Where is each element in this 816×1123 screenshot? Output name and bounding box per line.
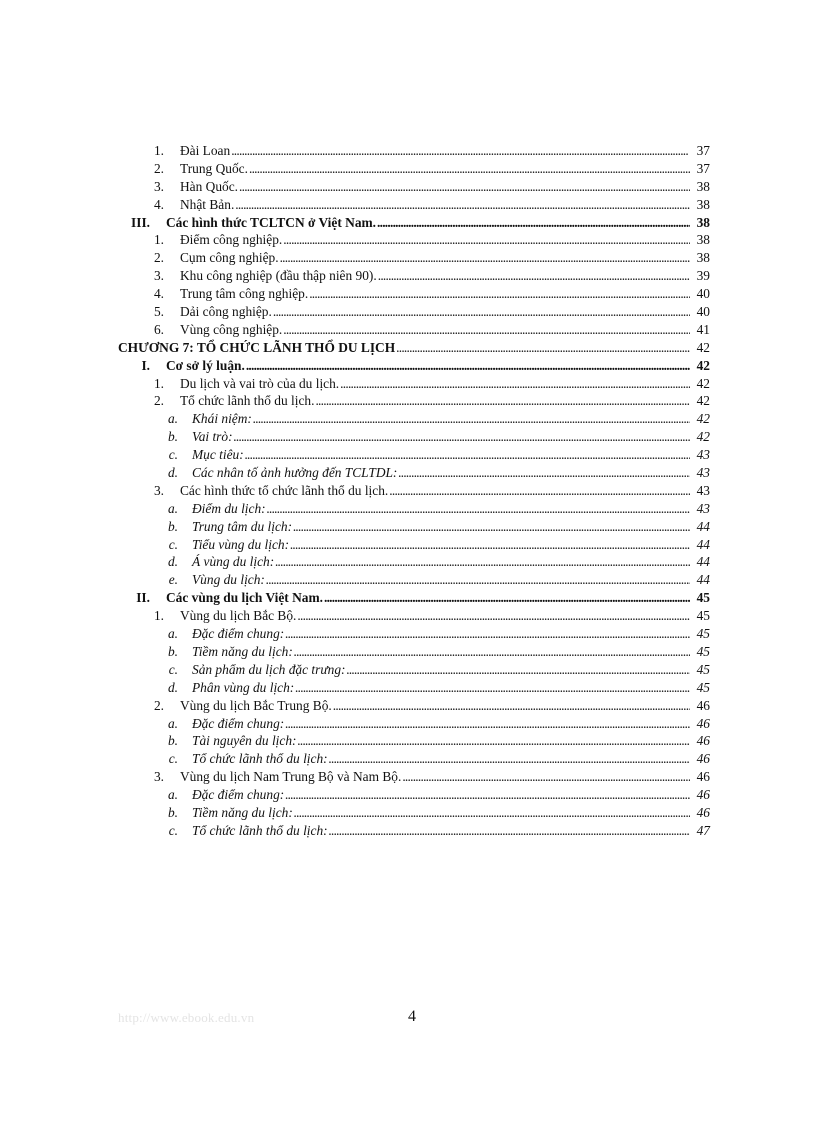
toc-entry-page: 42 <box>696 357 710 373</box>
toc-dot-leader <box>309 285 690 303</box>
toc-entry[interactable] <box>118 571 710 589</box>
toc-entry-title: Nhật Bản. <box>180 196 235 212</box>
toc-entry-page: 46 <box>696 804 710 820</box>
toc-entry-page: 43 <box>696 465 710 481</box>
toc-dot-leader <box>273 303 690 321</box>
toc-entry-number: a. <box>167 787 178 803</box>
toc-entry-page: 42 <box>696 393 710 409</box>
toc-dot-leader <box>239 178 690 196</box>
toc-entry-number: 1. <box>153 232 164 248</box>
toc-entry[interactable] <box>118 536 710 554</box>
toc-entry-title: Trung tâm công nghiệp. <box>180 286 309 302</box>
toc-entry-title: Các vùng du lịch Việt Nam. <box>166 590 323 606</box>
toc-entry-number: I. <box>141 357 150 373</box>
toc-entry[interactable] <box>118 786 710 804</box>
toc-entry-title: Trung Quốc. <box>180 160 248 176</box>
toc-dot-leader <box>275 553 690 571</box>
toc-entry-title: Các nhân tố ảnh hưởng đến TCLTDL: <box>192 465 398 481</box>
toc-entry-title: Cơ sở lý luận. <box>166 357 245 373</box>
toc-entry-page: 38 <box>696 196 710 212</box>
toc-entry-number: 2. <box>153 393 164 409</box>
toc-entry-title: Khái niệm: <box>192 411 252 427</box>
toc-entry[interactable] <box>118 697 710 715</box>
toc-dot-leader <box>340 375 690 393</box>
toc-entry-page: 45 <box>696 608 710 624</box>
toc-dot-leader <box>329 750 690 768</box>
toc-entry[interactable] <box>118 500 710 518</box>
toc-entry[interactable] <box>118 339 710 357</box>
toc-entry-number: c. <box>168 751 178 767</box>
toc-entry-title: Đài Loan <box>180 143 231 158</box>
toc-entry-page: 46 <box>696 733 710 749</box>
toc-entry-page: 43 <box>696 482 710 498</box>
toc-entry[interactable] <box>118 196 710 214</box>
toc-entry-page: 45 <box>696 661 710 677</box>
toc-dot-leader <box>285 625 690 643</box>
toc-entry[interactable] <box>118 768 710 786</box>
toc-entry-number: 3. <box>153 268 164 284</box>
toc-dot-leader <box>231 142 690 160</box>
toc-entry-title: Tiềm năng du lịch: <box>192 643 293 659</box>
toc-entry-number: d. <box>167 554 178 570</box>
toc-entry[interactable] <box>118 410 710 428</box>
toc-entry-page: 40 <box>696 304 710 320</box>
toc-entry-title: CHƯƠNG 7: TỔ CHỨC LÃNH THỔ DU LỊCH <box>118 339 396 355</box>
toc-entry-number: 2. <box>153 160 164 176</box>
toc-entry-page: 42 <box>696 411 710 427</box>
toc-entry-page: 42 <box>696 429 710 445</box>
toc-entry-number: b. <box>167 518 178 534</box>
toc-entry-title: Đặc điểm chung: <box>192 715 285 731</box>
toc-dot-leader <box>329 822 690 840</box>
toc-entry-number: 3. <box>153 482 164 498</box>
toc-entry-number: a. <box>167 411 178 427</box>
toc-entry[interactable] <box>118 267 710 285</box>
toc-dot-leader <box>398 464 690 482</box>
toc-entry-number: 3. <box>153 178 164 194</box>
toc-dot-leader <box>280 249 690 267</box>
toc-dot-leader <box>333 697 690 715</box>
toc-entry-title: Á vùng du lịch: <box>192 554 275 570</box>
toc-dot-leader <box>346 661 690 679</box>
toc-dot-leader <box>402 768 690 786</box>
toc-dot-leader <box>235 196 690 214</box>
toc-entry-title: Tài nguyên du lịch: <box>192 733 297 749</box>
toc-entry-title: Điểm du lịch: <box>192 500 266 516</box>
toc-entry[interactable] <box>118 715 710 733</box>
toc-entry-number: a. <box>167 500 178 516</box>
toc-dot-leader <box>285 786 690 804</box>
toc-entry-page: 42 <box>696 339 710 355</box>
toc-dot-leader <box>295 679 690 697</box>
toc-entry-number: a. <box>167 715 178 731</box>
toc-entry-page: 44 <box>696 518 710 534</box>
toc-entry-page: 38 <box>696 214 710 230</box>
toc-dot-leader <box>283 321 690 339</box>
toc-entry-title: Tiểu vùng du lịch: <box>192 536 290 552</box>
toc-entry[interactable] <box>118 518 710 536</box>
toc-entry[interactable] <box>118 661 710 679</box>
toc-entry-number: b. <box>167 643 178 659</box>
toc-entry-number: d. <box>167 679 178 695</box>
toc-entry[interactable] <box>118 178 710 196</box>
toc-entry-page: 44 <box>696 536 710 552</box>
toc-entry-title: Vai trò: <box>192 429 233 445</box>
toc-entry-number: b. <box>167 804 178 820</box>
toc-entry-number: 2. <box>153 697 164 713</box>
toc-entry-title: Khu công nghiệp (đầu thập niên 90). <box>180 268 377 284</box>
toc-entry-number: 3. <box>153 769 164 785</box>
toc-dot-leader <box>285 715 690 733</box>
toc-entry[interactable] <box>118 285 710 303</box>
toc-dot-leader <box>378 267 690 285</box>
toc-entry-number: III. <box>131 214 150 230</box>
toc-dot-leader <box>246 357 690 375</box>
toc-entry[interactable] <box>118 375 710 393</box>
toc-entry[interactable] <box>118 321 710 339</box>
toc-entry-title: Vùng du lịch: <box>192 572 265 588</box>
toc-dot-leader <box>290 536 690 554</box>
toc-entry-number: c. <box>168 447 178 463</box>
toc-entry-title: Sản phẩm du lịch đặc trưng: <box>192 661 346 677</box>
toc-entry-number: 6. <box>153 321 164 337</box>
toc-entry[interactable] <box>118 607 710 625</box>
toc-dot-leader <box>267 500 690 518</box>
toc-entry[interactable] <box>118 303 710 321</box>
toc-entry-title: Tổ chức lãnh thổ du lịch: <box>192 822 328 838</box>
toc-entry[interactable] <box>118 822 710 840</box>
toc-dot-leader <box>297 607 690 625</box>
toc-entry-page: 46 <box>696 751 710 767</box>
toc-entry-page: 37 <box>696 143 710 158</box>
toc-entry-page: 38 <box>696 232 710 248</box>
toc-entry[interactable] <box>118 732 710 750</box>
toc-dot-leader <box>396 339 690 357</box>
toc-entry-number: e. <box>168 572 178 588</box>
toc-entry-page: 46 <box>696 787 710 803</box>
toc-entry-page: 46 <box>696 769 710 785</box>
toc-entry-number: a. <box>167 626 178 642</box>
toc-entry[interactable] <box>118 804 710 822</box>
toc-entry-page: 44 <box>696 554 710 570</box>
toc-entry[interactable] <box>118 142 710 160</box>
toc-entry-page: 38 <box>696 178 710 194</box>
page-number: 4 <box>408 1008 416 1025</box>
toc-entry-number: 4. <box>153 196 164 212</box>
toc-entry-page: 45 <box>696 626 710 642</box>
toc-entry-number: c. <box>168 536 178 552</box>
toc-entry-number: 1. <box>153 375 164 391</box>
toc-entry-number: 5. <box>153 304 164 320</box>
toc-entry[interactable] <box>118 589 710 607</box>
toc-entry-title: Hàn Quốc. <box>180 178 239 194</box>
toc-entry-title: Vùng du lịch Nam Trung Bộ và Nam Bộ. <box>180 769 402 785</box>
toc-entry-title: Đặc điểm chung: <box>192 626 285 642</box>
toc-dot-leader <box>234 428 690 446</box>
toc-entry-title: Cụm công nghiệp. <box>180 250 279 266</box>
toc-entry-number: b. <box>167 733 178 749</box>
toc-dot-leader <box>293 518 690 536</box>
toc-entry-title: Mục tiêu: <box>192 447 244 463</box>
toc-entry-number: 1. <box>153 608 164 624</box>
toc-entry[interactable] <box>118 446 710 464</box>
toc-entry[interactable] <box>118 482 710 500</box>
toc-entry-title: Vùng công nghiệp. <box>180 321 283 337</box>
toc-dot-leader <box>298 732 690 750</box>
toc-entry[interactable] <box>118 214 710 232</box>
toc-entry-number: 4. <box>153 286 164 302</box>
toc-entry-number: II. <box>136 590 150 606</box>
toc-entry[interactable] <box>118 160 710 178</box>
footer-watermark: http://www.ebook.edu.vn <box>118 1010 255 1025</box>
toc-entry-title: Du lịch và vai trò của du lịch. <box>180 375 340 391</box>
toc-entry-title: Phân vùng du lịch: <box>192 679 295 695</box>
toc-dot-leader <box>266 571 690 589</box>
toc-entry-number: c. <box>168 822 178 838</box>
toc-entry-title: Các hình thức tổ chức lãnh thổ du lịch. <box>180 482 389 498</box>
toc-entry[interactable] <box>118 464 710 482</box>
toc-entry[interactable] <box>118 679 710 697</box>
toc-entry[interactable] <box>118 357 710 375</box>
toc-entry-page: 37 <box>696 160 710 176</box>
toc-entry-title: Đặc điểm chung: <box>192 787 285 803</box>
toc-entry-page: 46 <box>696 697 710 713</box>
toc-entry[interactable] <box>118 231 710 249</box>
toc-entry-title: Tổ chức lãnh thổ du lịch: <box>192 751 328 767</box>
toc-entry[interactable] <box>118 643 710 661</box>
toc-entry-page: 41 <box>696 321 710 337</box>
toc-entry-title: Tổ chức lãnh thổ du lịch. <box>180 393 315 409</box>
toc-entry-number: d. <box>167 465 178 481</box>
toc-entry-title: Trung tâm du lịch: <box>192 518 293 534</box>
toc-entry[interactable] <box>118 249 710 267</box>
toc-entry-title: Dải công nghiệp. <box>180 304 272 320</box>
toc-entry-page: 45 <box>696 590 710 606</box>
toc-dot-leader <box>294 643 690 661</box>
toc-entry-page: 47 <box>696 822 710 838</box>
table-of-contents <box>118 142 710 840</box>
toc-entry-page: 43 <box>696 500 710 516</box>
toc-entry-number: 2. <box>153 250 164 266</box>
toc-entry-page: 45 <box>696 679 710 695</box>
toc-dot-leader <box>253 410 690 428</box>
toc-entry-title: Điểm công nghiệp. <box>180 232 283 248</box>
toc-entry[interactable] <box>118 750 710 768</box>
toc-dot-leader <box>315 392 690 410</box>
toc-dot-leader <box>249 160 690 178</box>
toc-entry-number: 1. <box>153 143 164 158</box>
toc-entry-page: 45 <box>696 643 710 659</box>
toc-dot-leader <box>324 589 690 607</box>
toc-entry-page: 42 <box>696 375 710 391</box>
toc-entry-title: Vùng du lịch Bắc Trung Bộ. <box>180 697 332 713</box>
toc-entry[interactable] <box>118 553 710 571</box>
toc-entry-title: Tiềm năng du lịch: <box>192 804 293 820</box>
toc-dot-leader <box>245 446 690 464</box>
toc-dot-leader <box>389 482 690 500</box>
toc-dot-leader <box>283 231 690 249</box>
toc-entry-page: 40 <box>696 286 710 302</box>
toc-entry-page: 44 <box>696 572 710 588</box>
toc-entry[interactable] <box>118 428 710 446</box>
toc-entry-page: 39 <box>696 268 710 284</box>
toc-dot-leader <box>377 214 690 232</box>
toc-entry[interactable] <box>118 625 710 643</box>
toc-entry-page: 38 <box>696 250 710 266</box>
toc-entry-title: Các hình thức TCLTCN ở Việt Nam. <box>166 214 377 230</box>
toc-entry-number: c. <box>168 661 178 677</box>
toc-entry-page: 46 <box>696 715 710 731</box>
toc-dot-leader <box>294 804 690 822</box>
toc-entry-number: b. <box>167 429 178 445</box>
toc-entry-page: 43 <box>696 447 710 463</box>
toc-entry-title: Vùng du lịch Bắc Bộ. <box>180 608 297 624</box>
toc-entry[interactable] <box>118 392 710 410</box>
